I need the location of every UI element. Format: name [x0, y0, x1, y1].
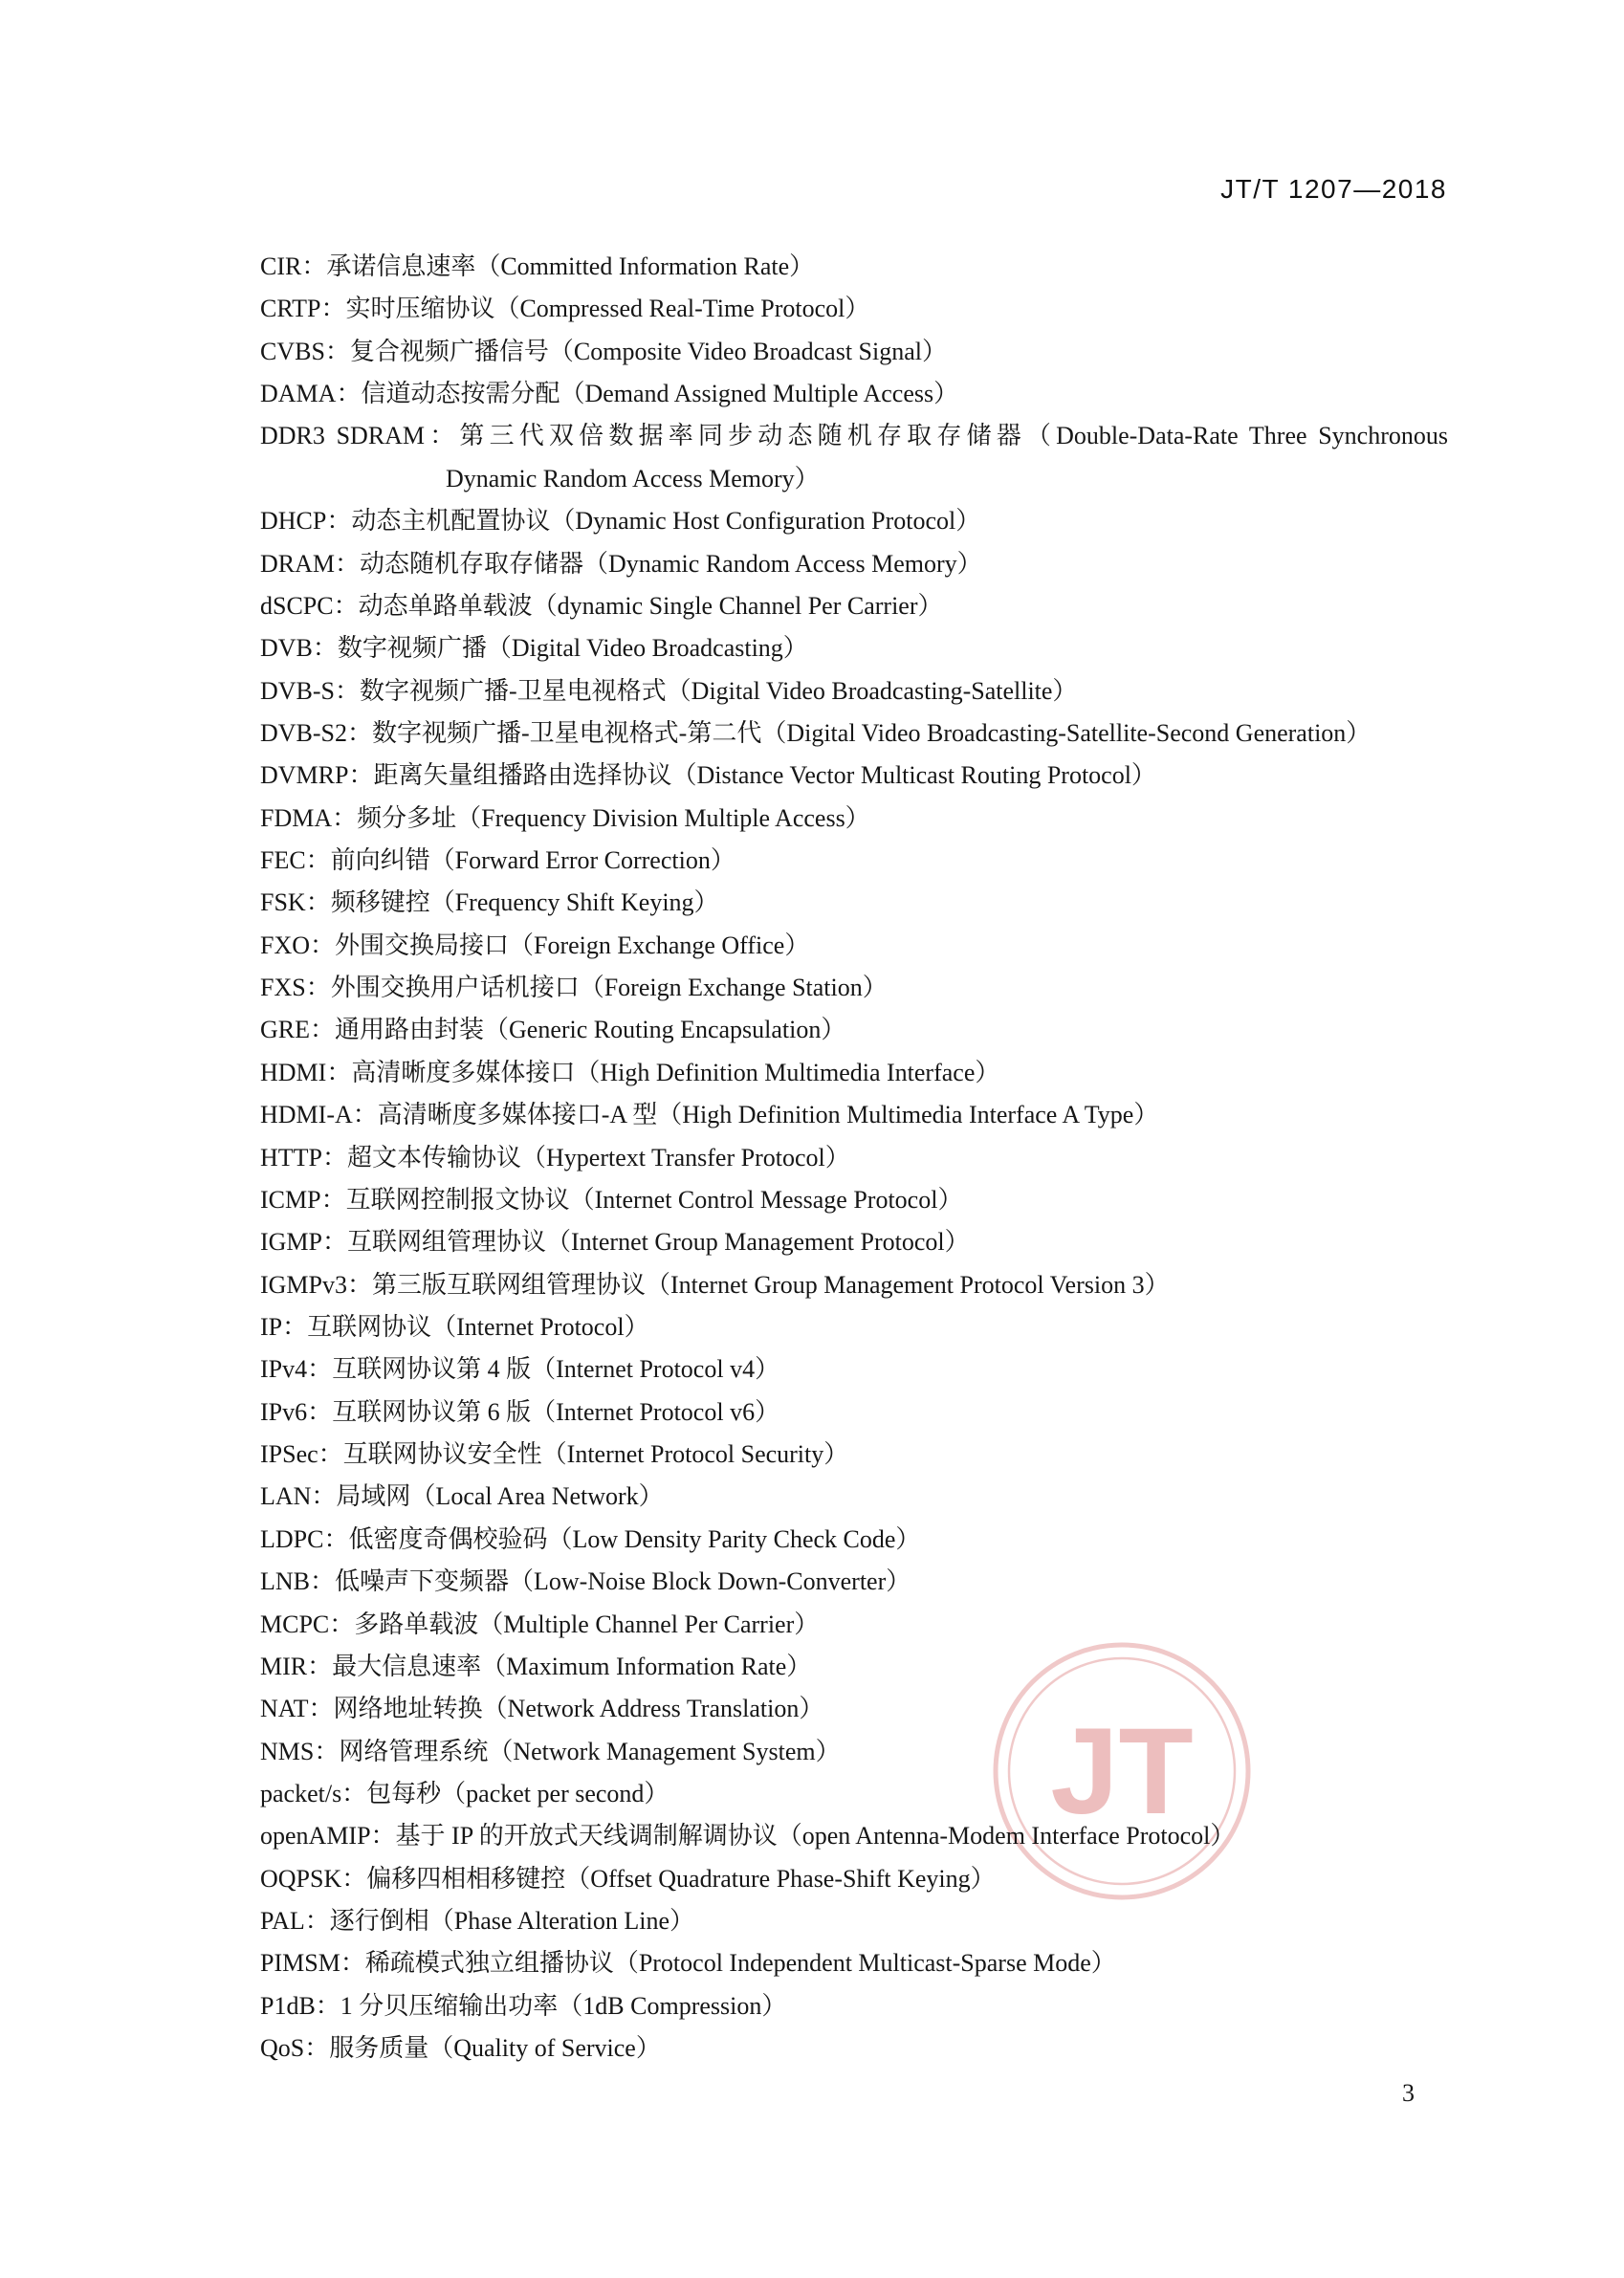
abbreviation-entry: PIMSM：稀疏模式独立组播协议（Protocol Independent Multicast-Sparse Mode） — [260, 1949, 1116, 1978]
abbreviation-entry: HTTP：超文本传输协议（Hypertext Transfer Protocol） — [260, 1143, 850, 1172]
page-number: 3 — [1402, 2079, 1415, 2107]
abbreviation-entry: MCPC：多路单载波（Multiple Channel Per Carrier） — [260, 1610, 820, 1638]
abbreviation-entry: IGMPv3：第三版互联网组管理协议（Internet Group Management Protocol Version 3） — [260, 1270, 1170, 1299]
abbreviation-entry: NAT：网络地址转换（Network Address Translation） — [260, 1695, 824, 1723]
abbreviation-entry: IP：互联网协议（Internet Protocol） — [260, 1312, 649, 1341]
abbreviation-entry: FEC：前向纠错（Forward Error Correction） — [260, 846, 735, 875]
abbreviation-entry: LDPC：低密度奇偶校验码（Low Density Parity Check Code） — [260, 1524, 921, 1553]
abbreviation-entry-continuation: Dynamic Random Access Memory） — [446, 464, 820, 493]
abbreviation-entry: IPSec：互联网协议安全性（Internet Protocol Security） — [260, 1440, 849, 1469]
abbreviation-entry: HDMI：高清晰度多媒体接口（High Definition Multimedia Interface） — [260, 1058, 1000, 1086]
abbreviation-entry: CIR：承诺信息速率（Committed Information Rate） — [260, 252, 815, 280]
abbreviation-entry: FXO：外围交换局接口（Foreign Exchange Office） — [260, 931, 810, 959]
watermark-text: JT — [1050, 1703, 1194, 1840]
abbreviation-entry: DVB-S：数字视频广播-卫星电视格式（Digital Video Broadcasting-Satellite） — [260, 676, 1078, 705]
abbreviation-entry: packet/s：包每秒（packet per second） — [260, 1779, 669, 1807]
abbreviation-entry: DAMA：信道动态按需分配（Demand Assigned Multiple Access） — [260, 380, 959, 408]
abbreviation-list — [260, 246, 1448, 2070]
abbreviation-entry: NMS：网络管理系统（Network Management System） — [260, 1737, 841, 1765]
abbreviation-entry: LNB：低噪声下变频器（Low-Noise Block Down-Converter） — [260, 1567, 911, 1596]
abbreviation-entry: P1dB：1 分贝压缩输出功率（1dB Compression） — [260, 1991, 787, 2020]
abbreviation-entry: IPv4：互联网协议第 4 版（Internet Protocol v4） — [260, 1355, 780, 1384]
abbreviation-entry: DRAM：动态随机存取存储器（Dynamic Random Access Memory） — [260, 549, 982, 578]
abbreviation-entry: MIR：最大信息速率（Maximum Information Rate） — [260, 1652, 812, 1680]
abbreviation-entry: OQPSK：偏移四相相移键控（Offset Quadrature Phase-Shift Keying） — [260, 1864, 996, 1893]
abbreviation-entry: DHCP：动态主机配置协议（Dynamic Host Configuration Protocol） — [260, 507, 981, 536]
abbreviation-entry: openAMIP：基于 IP 的开放式天线调制解调协议（open Antenna-Modem Interface Protocol） — [260, 1822, 1236, 1851]
standard-number-header: JT/T 1207—2018 — [1220, 174, 1447, 204]
abbreviation-entry: FSK：频移键控（Frequency Shift Keying） — [260, 888, 719, 917]
abbreviation-entry: IGMP：互联网组管理协议（Internet Group Management Protocol） — [260, 1228, 970, 1257]
abbreviation-entry: ICMP：互联网控制报文协议（Internet Control Message Protocol） — [260, 1185, 963, 1214]
abbreviation-entry: IPv6：互联网协议第 6 版（Internet Protocol v6） — [260, 1397, 780, 1426]
abbreviation-entry: LAN：局域网（Local Area Network） — [260, 1482, 664, 1511]
abbreviation-entry: DDR3 SDRAM：第三代双倍数据率同步动态随机存取存储器（Double-Data-Rate Three Synchronous — [260, 422, 1448, 450]
abbreviation-entry: QoS：服务质量（Quality of Service） — [260, 2034, 661, 2063]
abbreviation-entry: GRE：通用路由封装（Generic Routing Encapsulation） — [260, 1016, 846, 1044]
abbreviation-entry: DVMRP：距离矢量组播路由选择协议（Distance Vector Multicast Routing Protocol） — [260, 761, 1156, 790]
abbreviation-entry: DVB-S2：数字视频广播-卫星电视格式-第二代（Digital Video Broadcasting-Satellite-Second Generation） — [260, 718, 1372, 747]
abbreviation-entry: DVB：数字视频广播（Digital Video Broadcasting） — [260, 634, 808, 663]
abbreviation-entry: CVBS：复合视频广播信号（Composite Video Broadcast Signal） — [260, 337, 948, 365]
abbreviation-entry: dSCPC：动态单路单载波（dynamic Single Channel Per Carrier） — [260, 591, 943, 620]
abbreviation-entry: FDMA：频分多址（Frequency Division Multiple Access） — [260, 803, 870, 832]
abbreviation-entry: HDMI-A：高清晰度多媒体接口-A 型（High Definition Multimedia Interface A Type） — [260, 1101, 1159, 1129]
abbreviation-entry: CRTP：实时压缩协议（Compressed Real-Time Protocol） — [260, 295, 870, 323]
abbreviation-entry: FXS：外围交换用户话机接口（Foreign Exchange Station） — [260, 974, 888, 1002]
abbreviation-entry: PAL：逐行倒相（Phase Alteration Line） — [260, 1907, 695, 1936]
